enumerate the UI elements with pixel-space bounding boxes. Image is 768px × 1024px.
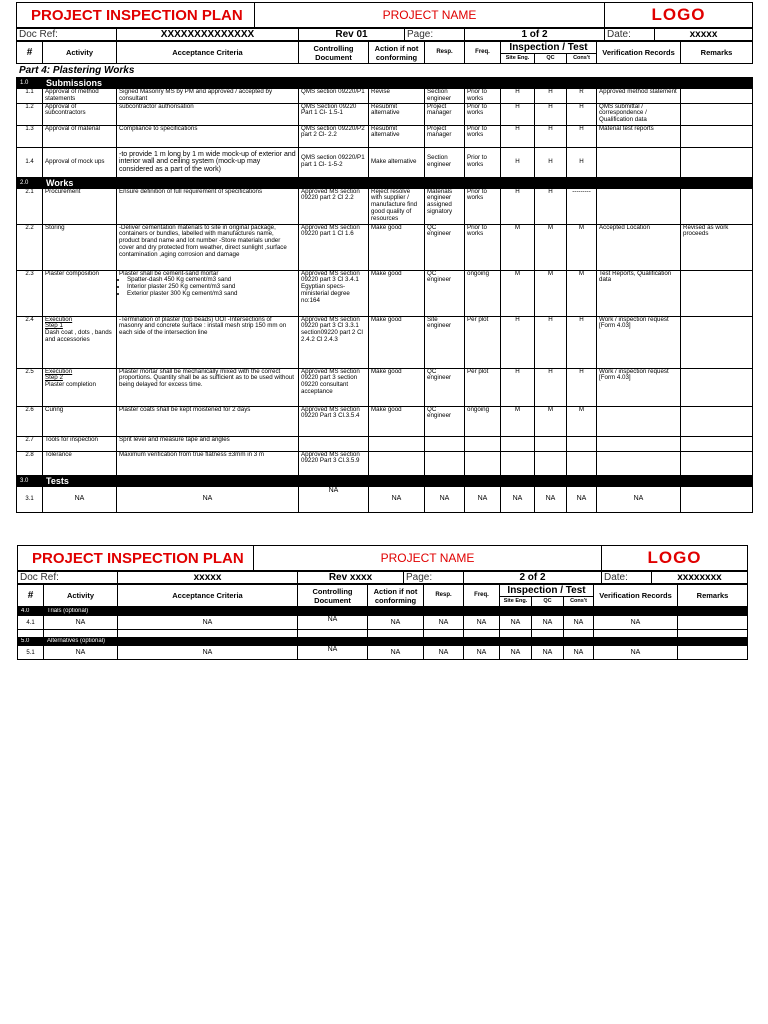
row-site: M xyxy=(501,224,535,270)
row-site: H xyxy=(501,147,535,177)
section-number: 2.0 xyxy=(17,177,43,188)
section-number: 1.0 xyxy=(17,78,43,89)
page-label: Page: xyxy=(405,29,465,41)
row-document: NA xyxy=(298,646,368,660)
row-action: NA xyxy=(368,616,424,630)
row-activity: Curing xyxy=(43,406,117,436)
row-number: 1.4 xyxy=(17,147,43,177)
row-freq: ongoing xyxy=(465,270,501,316)
row-action: Make alternative xyxy=(369,147,425,177)
section-title: Trials (optional) xyxy=(44,608,748,616)
row-freq: NA xyxy=(465,486,501,512)
doc-ref-label: Doc Ref: xyxy=(18,572,118,584)
project-name: PROJECT NAME xyxy=(254,546,602,571)
row-records: NA xyxy=(594,616,678,630)
row-number: 1.1 xyxy=(17,89,43,104)
col-qc: QC xyxy=(532,597,564,607)
row-activity: Tools for inspection xyxy=(43,436,117,451)
row-action: Make good xyxy=(369,368,425,406)
inspection-table-page-1 xyxy=(16,77,753,513)
row-resp: Section engineer xyxy=(425,89,465,104)
row-number: 1.3 xyxy=(17,125,43,147)
row-records xyxy=(597,436,681,451)
col-records: Verification Records xyxy=(594,585,678,607)
section-number: 5.0 xyxy=(18,638,44,646)
col-action: Action if not conforming xyxy=(369,42,425,64)
row-remarks xyxy=(681,316,753,368)
row-action xyxy=(369,451,425,475)
row-remarks xyxy=(681,125,753,147)
activity-step: Step 2 xyxy=(45,374,63,382)
col-activity: Activity xyxy=(44,585,118,607)
row-qc xyxy=(535,436,567,451)
row-activity: Approval of mock ups xyxy=(43,147,117,177)
row-activity xyxy=(43,316,117,368)
row-activity xyxy=(43,368,117,406)
row-document: NA xyxy=(298,616,368,630)
row-site: M xyxy=(501,270,535,316)
table-row xyxy=(17,188,753,224)
page-2-header xyxy=(17,545,748,571)
row-number: 1.2 xyxy=(17,103,43,125)
col-freq: Freq. xyxy=(464,585,500,607)
row-criteria: NA xyxy=(118,646,298,660)
row-criteria: -Deliver cementation materials to site in original package, containers or bundles, labelled with manufactures name, product brand name and lot number -Store materials under cover and dry protected from weather, direct sunlight ,surface contamination ,aging corrosion and damage xyxy=(117,224,299,270)
row-site: NA xyxy=(500,646,532,660)
inspection-plan-page-2 xyxy=(17,545,747,660)
row-action: Resubmit alternative xyxy=(369,125,425,147)
row-cont: H xyxy=(567,147,597,177)
row-activity: Storing xyxy=(43,224,117,270)
table-row xyxy=(17,125,753,147)
row-cont: R xyxy=(567,89,597,104)
table-row xyxy=(17,451,753,475)
row-freq: Prior to works xyxy=(465,103,501,125)
table-row xyxy=(17,224,753,270)
row-qc: NA xyxy=(532,646,564,660)
row-criteria: Compliance to specifications xyxy=(117,125,299,147)
activity-head: Execution xyxy=(45,316,73,323)
list-item: • Exterior plaster 300 Kg cement/m3 sand xyxy=(127,291,296,298)
row-qc: NA xyxy=(532,616,564,630)
row-criteria: Maximum verification from true flatness ±3mm in 3 m xyxy=(117,451,299,475)
row-site: NA xyxy=(501,486,535,512)
row-document: QMS section 09220/P2 part 2 Cl- 2.2 xyxy=(299,125,369,147)
row-action: Resubmit alternative xyxy=(369,103,425,125)
col-resp: Resp. xyxy=(425,42,465,64)
row-number: 2.7 xyxy=(17,436,43,451)
date-label: Date: xyxy=(605,29,655,41)
row-action: Make good xyxy=(369,270,425,316)
row-remarks xyxy=(681,147,753,177)
row-freq: Prior to works xyxy=(465,147,501,177)
col-num: # xyxy=(17,42,43,64)
logo-placeholder: LOGO xyxy=(605,3,753,28)
col-activity: Activity xyxy=(43,42,117,64)
row-document: NA xyxy=(299,486,369,512)
row-number: 3.1 xyxy=(17,486,43,512)
row-records: NA xyxy=(594,646,678,660)
row-qc: H xyxy=(535,89,567,104)
row-qc: H xyxy=(535,125,567,147)
row-cont: M xyxy=(567,270,597,316)
row-resp: QC engineer xyxy=(425,406,465,436)
col-cont: Cons't xyxy=(567,54,597,64)
col-criteria: Acceptance Criteria xyxy=(117,42,299,64)
row-freq: NA xyxy=(464,616,500,630)
page-title: PROJECT INSPECTION PLAN xyxy=(17,3,255,28)
row-resp: NA xyxy=(425,486,465,512)
col-inspection: Inspection / Test xyxy=(501,42,597,54)
section-header xyxy=(18,608,748,616)
page-2-meta-row xyxy=(17,571,748,584)
criteria-intro: Plaster shall be cement-sand mortar xyxy=(119,270,219,277)
row-resp: NA xyxy=(424,616,464,630)
row-freq: Per plot xyxy=(465,368,501,406)
col-resp: Resp. xyxy=(424,585,464,607)
row-criteria: -to provide 1 m long by 1 m wide mock-up of exterior and interior wall and ceiling system (mock-up may considered as a part of the work) xyxy=(117,147,299,177)
doc-ref-value: xxxxx xyxy=(118,572,298,584)
row-activity: Plaster composition xyxy=(43,270,117,316)
row-action: Revise xyxy=(369,89,425,104)
col-document: Controlling Document xyxy=(299,42,369,64)
spacer-row xyxy=(18,630,748,638)
row-cont: NA xyxy=(564,616,594,630)
row-action xyxy=(369,436,425,451)
row-freq: Per plot xyxy=(465,316,501,368)
row-site: H xyxy=(501,89,535,104)
col-site-eng: Site Eng. xyxy=(500,597,532,607)
row-freq xyxy=(465,436,501,451)
row-activity: Approval of subcontractors xyxy=(43,103,117,125)
row-document xyxy=(299,436,369,451)
row-criteria: Ensure definition of full requirement of specifications xyxy=(117,188,299,224)
activity-step: Step 1 xyxy=(45,322,63,330)
row-criteria: Plaster coats shall be kept moistened for 2 days xyxy=(117,406,299,436)
row-resp: Section engineer xyxy=(425,147,465,177)
row-resp: QC engineer xyxy=(425,224,465,270)
row-action: Make good xyxy=(369,406,425,436)
section-number: 4.0 xyxy=(18,608,44,616)
row-records: Approved method statement xyxy=(597,89,681,104)
date-value: xxxxxxxx xyxy=(652,572,748,584)
row-criteria: NA xyxy=(117,486,299,512)
row-qc: H xyxy=(535,368,567,406)
activity-head: Execution xyxy=(45,368,73,375)
row-resp: QC engineer xyxy=(425,270,465,316)
row-activity: NA xyxy=(44,646,118,660)
list-item: • Spatter-dash 450 Kg cement/m3 sand xyxy=(127,277,296,284)
table-row xyxy=(18,616,748,630)
table-row xyxy=(17,436,753,451)
row-criteria: NA xyxy=(118,616,298,630)
row-freq: ongoing xyxy=(465,406,501,436)
row-criteria: subcontractor authorisation xyxy=(117,103,299,125)
row-qc: H xyxy=(535,147,567,177)
table-row xyxy=(17,147,753,177)
row-resp: Materials engineer assigned signatory xyxy=(425,188,465,224)
row-site: H xyxy=(501,103,535,125)
row-resp: QC engineer xyxy=(425,368,465,406)
row-site xyxy=(501,436,535,451)
row-remarks xyxy=(681,89,753,104)
row-number: 2.1 xyxy=(17,188,43,224)
table-row xyxy=(17,368,753,406)
row-document: QMS section 09220/P1 part 1 Cl- 1-5-2 xyxy=(299,147,369,177)
row-site: M xyxy=(501,406,535,436)
table-row xyxy=(17,270,753,316)
date-label: Date: xyxy=(602,572,652,584)
row-records xyxy=(597,451,681,475)
table-row xyxy=(17,406,753,436)
table-row xyxy=(17,89,753,104)
row-cont xyxy=(567,436,597,451)
row-activity: Tolerance xyxy=(43,451,117,475)
row-number: 2.2 xyxy=(17,224,43,270)
row-document: Approved MS section 09220 part 3 Cl 3.3.1 section09220 part 2 Cl 2.4.2 Cl 2.4.3 xyxy=(299,316,369,368)
col-records: Verification Records xyxy=(597,42,681,64)
row-action: NA xyxy=(368,646,424,660)
row-resp: Project manager xyxy=(425,125,465,147)
project-name: PROJECT NAME xyxy=(255,3,605,28)
row-qc xyxy=(535,451,567,475)
section-number: 3.0 xyxy=(17,475,43,486)
table-row xyxy=(17,103,753,125)
row-qc: H xyxy=(535,188,567,224)
row-number: 2.6 xyxy=(17,406,43,436)
row-resp xyxy=(425,436,465,451)
row-records xyxy=(597,406,681,436)
row-remarks xyxy=(681,486,753,512)
row-remarks: Revised as work proceeds xyxy=(681,224,753,270)
table-row xyxy=(18,646,748,660)
row-cont xyxy=(567,451,597,475)
page-number: 1 of 2 xyxy=(465,29,605,41)
row-document: Approved MS section 09220 Part 3 Cl.3.5.4 xyxy=(299,406,369,436)
row-remarks xyxy=(681,451,753,475)
row-records: Material test reports xyxy=(597,125,681,147)
row-action: Make good xyxy=(369,224,425,270)
row-activity: Approval of method statements xyxy=(43,89,117,104)
inspection-plan-page-1 xyxy=(16,2,752,513)
row-activity: NA xyxy=(43,486,117,512)
row-activity: NA xyxy=(44,616,118,630)
section-title: Works xyxy=(43,177,753,188)
row-site xyxy=(501,451,535,475)
row-cont: H xyxy=(567,103,597,125)
row-remarks xyxy=(681,188,753,224)
section-header xyxy=(18,638,748,646)
inspection-table-page-2 xyxy=(17,607,748,660)
row-criteria: -Termination of plaster (top beads) UOI -Intersections of masonry and concrete surface : install mesh strip 150 mm on each side of the intersection line xyxy=(117,316,299,368)
col-inspection: Inspection / Test xyxy=(500,585,594,597)
activity-detail: Plaster completion xyxy=(45,381,96,389)
row-document: QMS Section 09220 Part 1 Cl- 1.5-1 xyxy=(299,103,369,125)
row-action: NA xyxy=(369,486,425,512)
row-records: NA xyxy=(597,486,681,512)
col-remarks: Remarks xyxy=(678,585,748,607)
col-criteria: Acceptance Criteria xyxy=(118,585,298,607)
row-site: H xyxy=(501,125,535,147)
row-resp: Site engineer xyxy=(425,316,465,368)
col-document: Controlling Document xyxy=(298,585,368,607)
row-criteria: Signed Masonry MS by PM and approved / accepted by consultant xyxy=(117,89,299,104)
row-site: H xyxy=(501,316,535,368)
col-remarks: Remarks xyxy=(681,42,753,64)
section-header xyxy=(17,78,753,89)
row-cont: H xyxy=(567,316,597,368)
row-cont: M xyxy=(567,224,597,270)
table-row xyxy=(17,486,753,512)
row-qc: NA xyxy=(535,486,567,512)
col-num: # xyxy=(18,585,44,607)
section-title: Tests xyxy=(43,475,753,486)
col-site-eng: Site Eng. xyxy=(501,54,535,64)
col-action: Action if not conforming xyxy=(368,585,424,607)
row-criteria: Plaster mortar shall be mechanically mixed with the correct proportions. Quantity shall be as sufficient as to be used without being delayed for excess time. xyxy=(117,368,299,406)
row-records xyxy=(597,147,681,177)
doc-ref-value: XXXXXXXXXXXXXX xyxy=(117,29,299,41)
row-freq: Prior to works xyxy=(465,89,501,104)
col-qc: QC xyxy=(535,54,567,64)
row-site: NA xyxy=(500,616,532,630)
row-qc: H xyxy=(535,103,567,125)
row-remarks xyxy=(681,406,753,436)
row-remarks xyxy=(681,103,753,125)
revision: Rev xxxx xyxy=(298,572,404,584)
row-number: 2.4 xyxy=(17,316,43,368)
row-cont: NA xyxy=(564,646,594,660)
row-cont: H xyxy=(567,368,597,406)
page-title: PROJECT INSPECTION PLAN xyxy=(18,546,254,571)
row-records: Work / inspection request [Form 4.03] xyxy=(597,368,681,406)
row-remarks xyxy=(681,436,753,451)
row-freq: Prior to works xyxy=(465,224,501,270)
row-number: 2.8 xyxy=(17,451,43,475)
column-headers xyxy=(17,584,748,607)
date-value: xxxxx xyxy=(655,29,753,41)
page-1-meta-row xyxy=(16,28,753,41)
row-action: Make good xyxy=(369,316,425,368)
part-title: Part 4: Plastering Works xyxy=(19,65,135,76)
row-records: Accepted Location xyxy=(597,224,681,270)
row-records: QMS submittal / correspondence / Qualification data xyxy=(597,103,681,125)
page-1-header xyxy=(16,2,753,28)
row-document: Approved MS section 09220 part 1 Cl 1.6 xyxy=(299,224,369,270)
doc-ref-label: Doc Ref: xyxy=(17,29,117,41)
row-site: H xyxy=(501,368,535,406)
row-records: Test Reports, Qualification data xyxy=(597,270,681,316)
row-remarks xyxy=(678,646,748,660)
row-resp: Project manager xyxy=(425,103,465,125)
row-document: QMS section 09220/P1 xyxy=(299,89,369,104)
row-qc: M xyxy=(535,270,567,316)
row-number: 4.1 xyxy=(18,616,44,630)
row-records: Work / inspection request [Form 4.03] xyxy=(597,316,681,368)
row-document: Approved MS section 09220 part 3 Cl 3.4.1 Egyptian specs-ministerial degree no:164 xyxy=(299,270,369,316)
row-cont: H xyxy=(567,125,597,147)
section-title: Submissions xyxy=(43,78,753,89)
row-action: Reject resolve with supplier / manufacture find good quality of resources xyxy=(369,188,425,224)
page-label: Page: xyxy=(404,572,464,584)
list-item: • Interior plaster 250 Kg cement/m3 sand xyxy=(127,284,296,291)
row-remarks xyxy=(678,616,748,630)
row-site: H xyxy=(501,188,535,224)
row-resp xyxy=(425,451,465,475)
col-cont: Cons't xyxy=(564,597,594,607)
row-qc: H xyxy=(535,316,567,368)
row-resp: NA xyxy=(424,646,464,660)
row-cont: --------- xyxy=(567,188,597,224)
revision: Rev 01 xyxy=(299,29,405,41)
row-activity: Procurement xyxy=(43,188,117,224)
row-document: Approved MS section 09220 part 2 Cl 2.2 xyxy=(299,188,369,224)
row-qc: M xyxy=(535,406,567,436)
section-header xyxy=(17,475,753,486)
row-criteria xyxy=(117,270,299,316)
activity-detail: Dash coat , dots , bands and accessories xyxy=(45,329,112,343)
row-freq: Prior to works xyxy=(465,188,501,224)
row-cont: NA xyxy=(567,486,597,512)
row-freq xyxy=(465,451,501,475)
row-qc: M xyxy=(535,224,567,270)
row-remarks xyxy=(681,270,753,316)
col-freq: Freq. xyxy=(465,42,501,64)
table-row xyxy=(17,316,753,368)
criteria-list xyxy=(119,277,296,297)
row-number: 2.5 xyxy=(17,368,43,406)
logo-placeholder: LOGO xyxy=(602,546,748,571)
row-criteria: Sprit level and measure tape and angles xyxy=(117,436,299,451)
row-number: 5.1 xyxy=(18,646,44,660)
row-freq: Prior to works xyxy=(465,125,501,147)
row-number: 2.3 xyxy=(17,270,43,316)
row-remarks xyxy=(681,368,753,406)
section-header xyxy=(17,177,753,188)
row-document: Approved MS section 09220 part 3 section 09220 consultant acceptance xyxy=(299,368,369,406)
row-freq: NA xyxy=(464,646,500,660)
row-records xyxy=(597,188,681,224)
row-cont: M xyxy=(567,406,597,436)
page-number: 2 of 2 xyxy=(464,572,602,584)
column-headers xyxy=(16,41,753,64)
section-title: Alternatives (optional) xyxy=(44,638,748,646)
row-document: Approved MS section 09220 Part 3 Cl.3.5.9 xyxy=(299,451,369,475)
row-activity: Approval of material xyxy=(43,125,117,147)
